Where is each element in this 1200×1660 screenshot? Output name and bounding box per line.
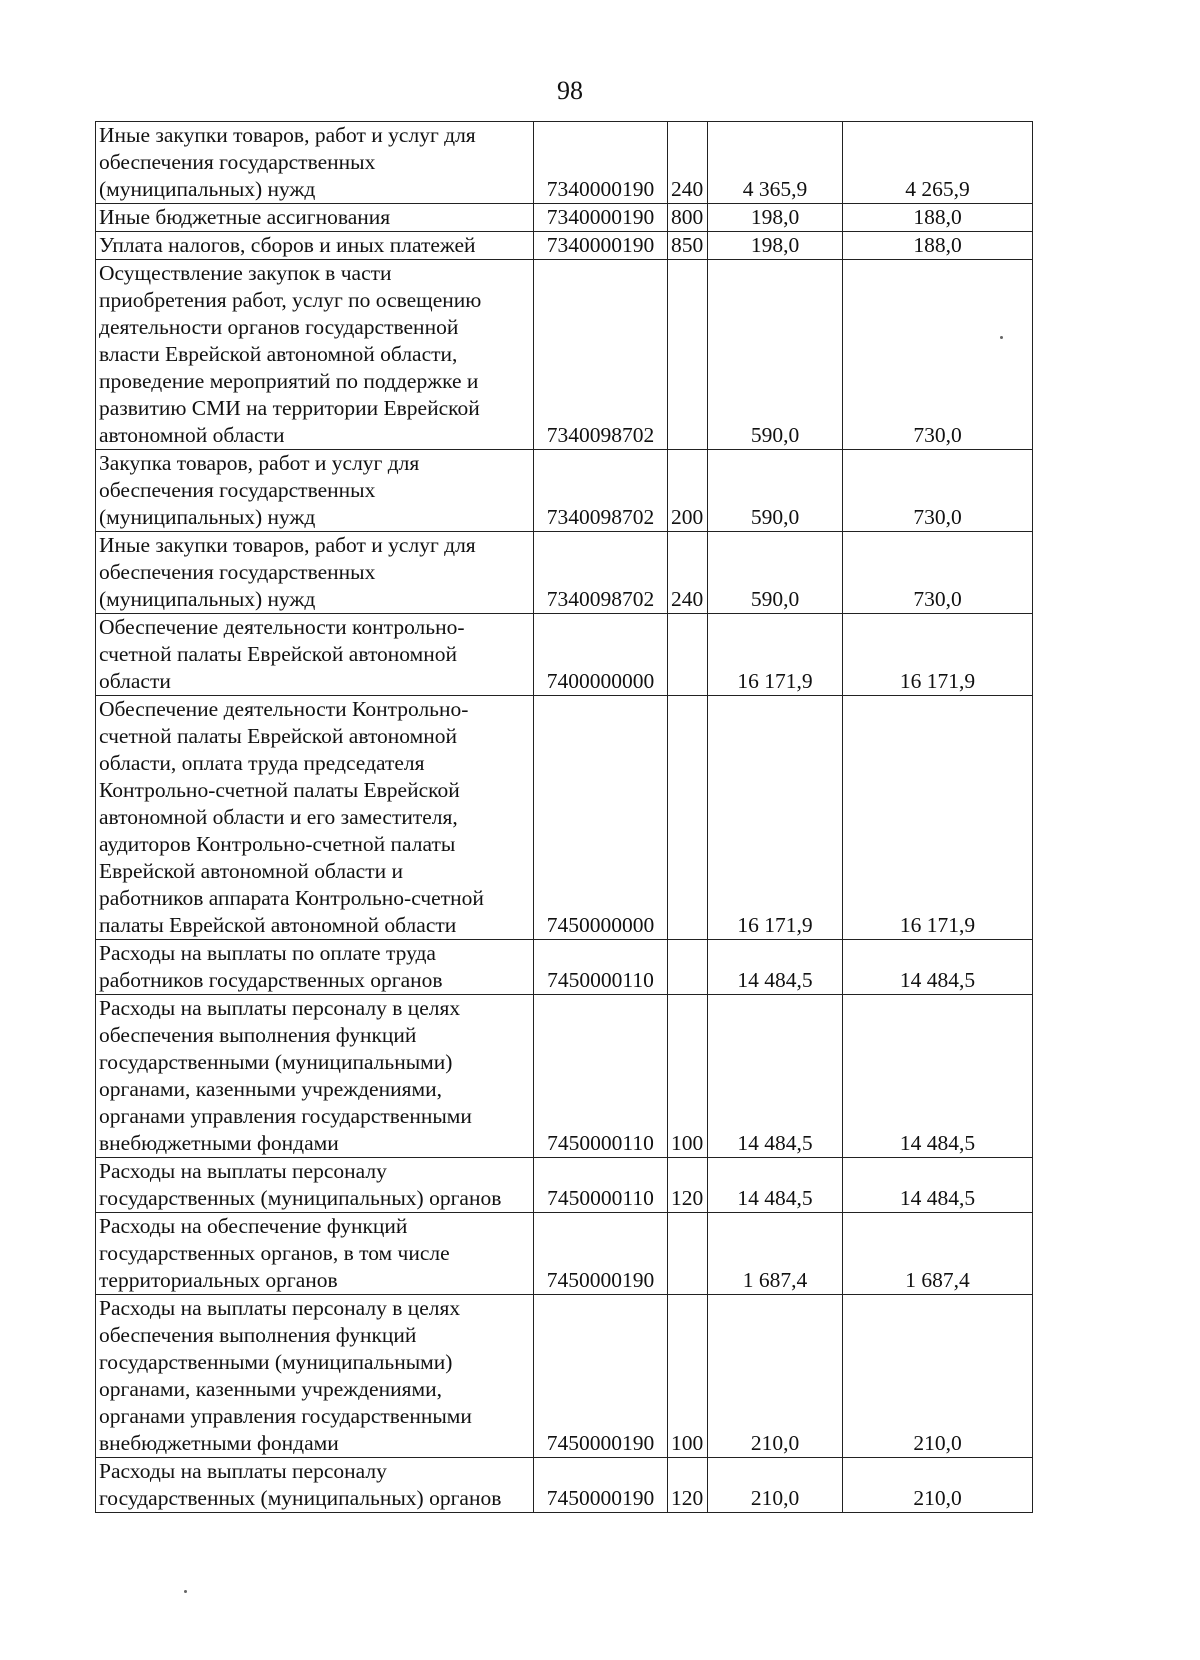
table-row: [96, 614, 1033, 696]
expense-type-code: 800: [668, 204, 708, 232]
table-row: [96, 204, 1033, 232]
expense-type-code: 100: [668, 995, 708, 1158]
table-row: [96, 450, 1033, 532]
table-row: [96, 1295, 1033, 1458]
expense-name: Закупка товаров, работ и услуг для обеспечения государственных (муниципальных) нужд: [96, 450, 534, 532]
table-row: [96, 696, 1033, 940]
expense-name: Расходы на выплаты персоналу в целях обеспечения выполнения функций государственными (муниципальными) органами, казенными учреждениями, органами управления государственными внебюджетными фондами: [96, 1295, 534, 1458]
expense-name: Иные бюджетные ассигнования: [96, 204, 534, 232]
table-row: [96, 995, 1033, 1158]
expense-name: Расходы на выплаты по оплате труда работников государственных органов: [96, 940, 534, 995]
expense-type-code: [668, 940, 708, 995]
target-code: 7450000110: [534, 940, 668, 995]
amount-first-year: 590,0: [708, 532, 843, 614]
expense-name: Расходы на выплаты персоналу государственных (муниципальных) органов: [96, 1458, 534, 1513]
budget-table: [95, 121, 1033, 1513]
target-code: 7450000000: [534, 696, 668, 940]
amount-first-year: 1 687,4: [708, 1213, 843, 1295]
amount-second-year: 14 484,5: [843, 1158, 1033, 1213]
amount-first-year: 198,0: [708, 232, 843, 260]
amount-second-year: 14 484,5: [843, 995, 1033, 1158]
target-code: 7340000190: [534, 122, 668, 204]
amount-second-year: 188,0: [843, 232, 1033, 260]
amount-first-year: 14 484,5: [708, 995, 843, 1158]
amount-first-year: 210,0: [708, 1458, 843, 1513]
target-code: 7400000000: [534, 614, 668, 696]
target-code: 7450000190: [534, 1213, 668, 1295]
target-code: 7340098702: [534, 532, 668, 614]
amount-second-year: 730,0: [843, 260, 1033, 450]
expense-type-code: [668, 614, 708, 696]
amount-first-year: 16 171,9: [708, 614, 843, 696]
expense-type-code: 100: [668, 1295, 708, 1458]
amount-second-year: 730,0: [843, 532, 1033, 614]
expense-name: Расходы на выплаты персоналу государственных (муниципальных) органов: [96, 1158, 534, 1213]
table-row: [96, 940, 1033, 995]
scan-speck: [184, 1590, 187, 1593]
amount-second-year: 16 171,9: [843, 696, 1033, 940]
amount-first-year: 590,0: [708, 450, 843, 532]
amount-first-year: 590,0: [708, 260, 843, 450]
table-row: [96, 232, 1033, 260]
expense-name: Осуществление закупок в части приобретения работ, услуг по освещению деятельности органов государственной власти Еврейской автономной области, проведение мероприятий по поддержке и развитию СМИ на территории Еврейской автономной области: [96, 260, 534, 450]
target-code: 7340000190: [534, 204, 668, 232]
expense-name: Расходы на обеспечение функций государственных органов, в том числе территориальных органов: [96, 1213, 534, 1295]
amount-first-year: 198,0: [708, 204, 843, 232]
expense-type-code: 120: [668, 1458, 708, 1513]
budget-table-body: [96, 122, 1033, 1513]
expense-name: Расходы на выплаты персоналу в целях обеспечения выполнения функций государственными (муниципальными) органами, казенными учреждениями, органами управления государственными внебюджетными фондами: [96, 995, 534, 1158]
amount-first-year: 4 365,9: [708, 122, 843, 204]
amount-second-year: 730,0: [843, 450, 1033, 532]
page-number: 98: [557, 76, 583, 105]
amount-second-year: 1 687,4: [843, 1213, 1033, 1295]
target-code: 7450000110: [534, 995, 668, 1158]
amount-second-year: 14 484,5: [843, 940, 1033, 995]
expense-type-code: 240: [668, 532, 708, 614]
expense-type-code: [668, 260, 708, 450]
amount-first-year: 14 484,5: [708, 940, 843, 995]
target-code: 7340000190: [534, 232, 668, 260]
amount-second-year: 4 265,9: [843, 122, 1033, 204]
expense-name: Обеспечение деятельности контрольно- счетной палаты Еврейской автономной области: [96, 614, 534, 696]
expense-name: Обеспечение деятельности Контрольно- счетной палаты Еврейской автономной области, оплата труда председателя Контрольно-счетной палаты Еврейской автономной области и его заместителя, аудиторов Контрольно-счетной палаты Еврейской автономной области и работников аппарата Контрольно-счетной палаты Еврейской автономной области: [96, 696, 534, 940]
table-row: [96, 1458, 1033, 1513]
target-code: 7450000110: [534, 1158, 668, 1213]
amount-second-year: 188,0: [843, 204, 1033, 232]
target-code: 7340098702: [534, 450, 668, 532]
expense-type-code: 200: [668, 450, 708, 532]
target-code: 7340098702: [534, 260, 668, 450]
expense-name: Уплата налогов, сборов и иных платежей: [96, 232, 534, 260]
table-row: [96, 122, 1033, 204]
table-row: [96, 1213, 1033, 1295]
expense-name: Иные закупки товаров, работ и услуг для обеспечения государственных (муниципальных) нужд: [96, 122, 534, 204]
table-row: [96, 1158, 1033, 1213]
expense-type-code: 850: [668, 232, 708, 260]
amount-second-year: 210,0: [843, 1458, 1033, 1513]
expense-type-code: 120: [668, 1158, 708, 1213]
table-row: [96, 260, 1033, 450]
expense-type-code: [668, 696, 708, 940]
amount-second-year: 210,0: [843, 1295, 1033, 1458]
expense-type-code: [668, 1213, 708, 1295]
table-row: [96, 532, 1033, 614]
amount-first-year: 210,0: [708, 1295, 843, 1458]
amount-first-year: 16 171,9: [708, 696, 843, 940]
target-code: 7450000190: [534, 1295, 668, 1458]
expense-name: Иные закупки товаров, работ и услуг для обеспечения государственных (муниципальных) нужд: [96, 532, 534, 614]
scan-speck: [1000, 336, 1003, 339]
target-code: 7450000190: [534, 1458, 668, 1513]
amount-first-year: 14 484,5: [708, 1158, 843, 1213]
amount-second-year: 16 171,9: [843, 614, 1033, 696]
expense-type-code: 240: [668, 122, 708, 204]
